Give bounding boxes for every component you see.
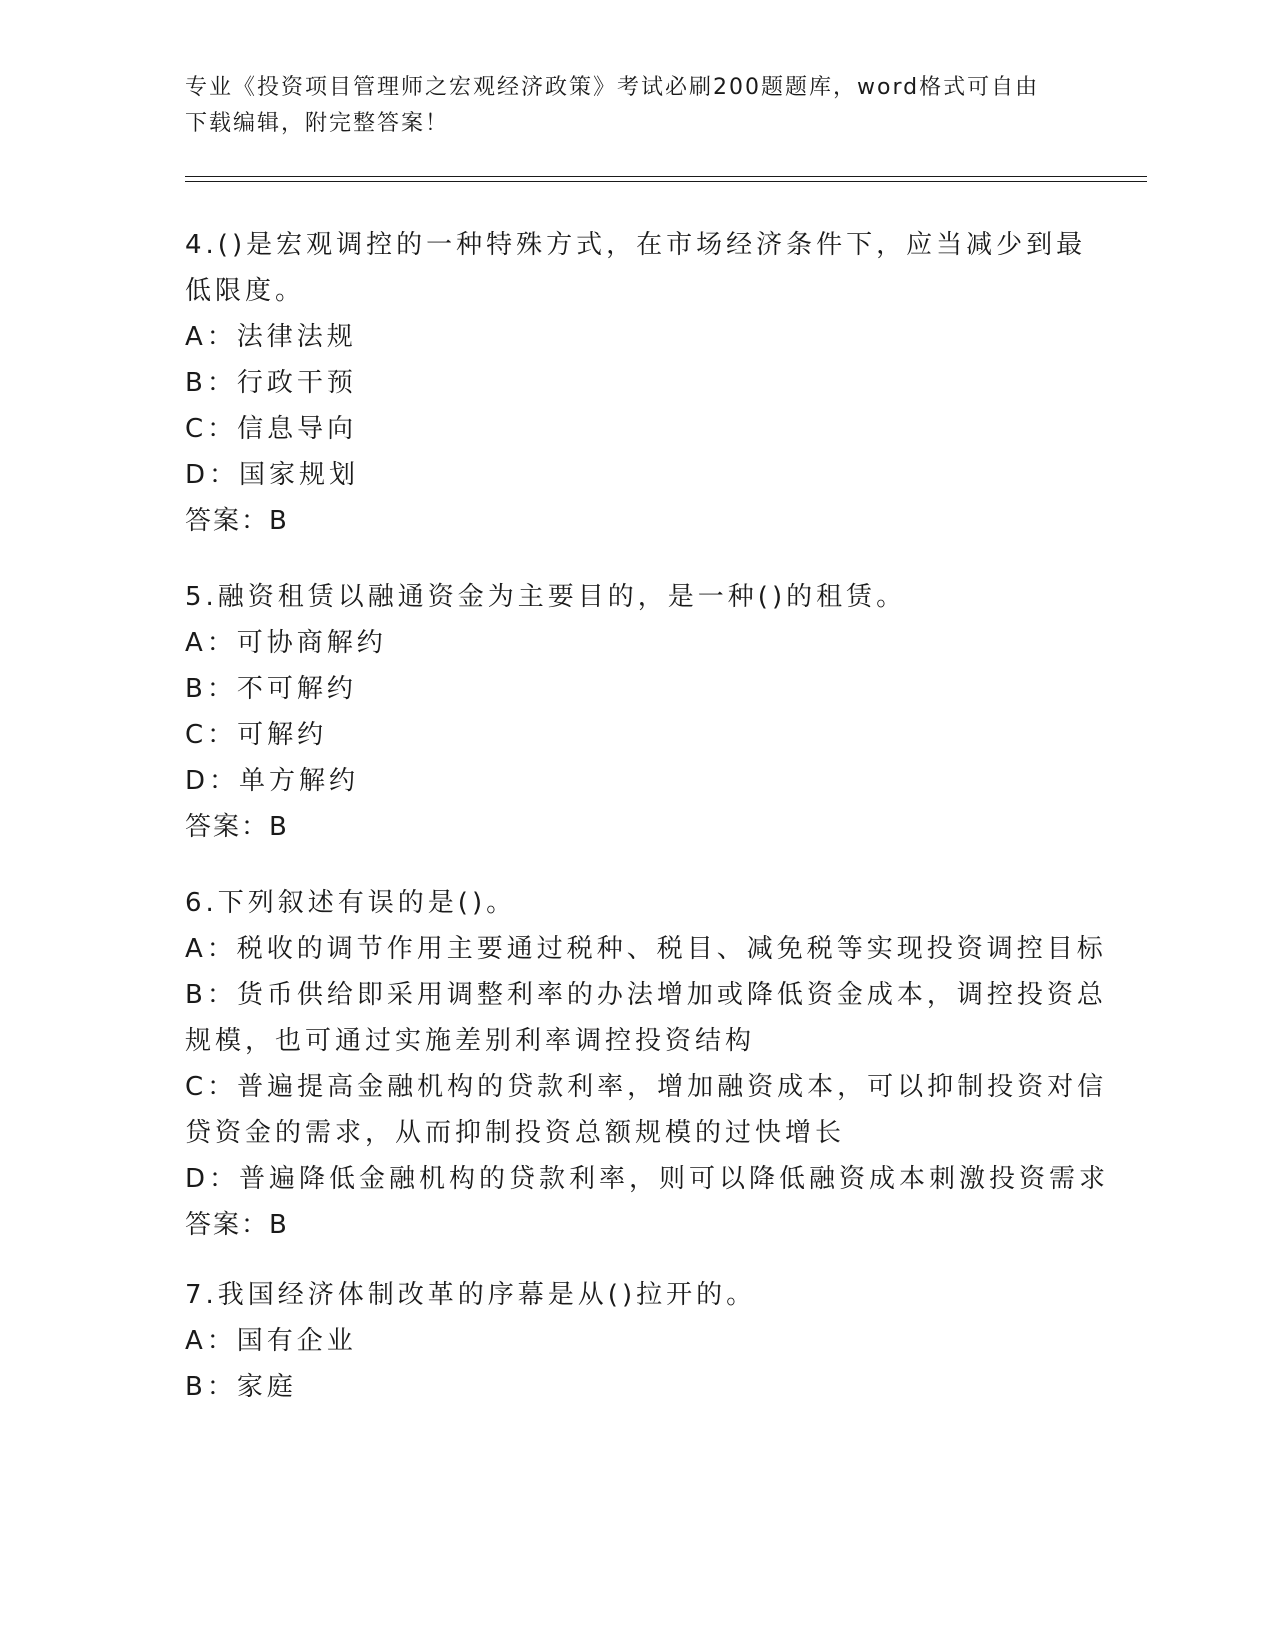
header-divider [185,176,1147,182]
option-d: D：普遍降低金融机构的贷款利率，则可以降低融资成本刺激投资需求 [185,1164,1110,1194]
option-b: B：不可解约 [185,674,357,704]
question-stem: 6.下列叙述有误的是()。 [185,888,517,918]
header-line-2: 下载编辑，附完整答案！ [185,111,450,136]
option-d: D：单方解约 [185,766,360,796]
option-d: D：国家规划 [185,460,360,490]
document-header [185,70,1085,142]
option-b: B：行政干预 [185,368,357,398]
option-c-continued: 贷资金的需求，从而抑制投资总额规模的过快增长 [185,1118,846,1148]
question-4 [185,222,1085,544]
question-5 [185,574,1085,850]
option-b-continued: 规模，也可通过实施差别利率调控投资结构 [185,1026,756,1056]
answer: 答案：B [185,1210,289,1240]
question-stem-continued: 低限度。 [185,276,306,306]
option-a: A：可协商解约 [185,628,387,658]
option-b: B：货币供给即采用调整利率的办法增加或降低资金成本，调控投资总 [185,980,1107,1010]
option-c: C：信息导向 [185,414,358,444]
option-a: A：税收的调节作用主要通过税种、税目、减免税等实现投资调控目标 [185,934,1107,964]
option-a: A：法律法规 [185,322,357,352]
question-6 [185,880,1110,1248]
question-stem: 5.融资租赁以融通资金为主要目的，是一种()的租赁。 [185,582,907,612]
header-line-1: 专业《投资项目管理师之宏观经济政策》考试必刷200题题库，word格式可自由 [185,75,1040,100]
option-c: C：普遍提高金融机构的贷款利率，增加融资成本，可以抑制投资对信 [185,1072,1108,1102]
option-c: C：可解约 [185,720,328,750]
question-7 [185,1272,1085,1410]
option-a: A：国有企业 [185,1326,357,1356]
answer: 答案：B [185,812,289,842]
option-b: B：家庭 [185,1372,297,1402]
question-stem: 7.我国经济体制改革的序幕是从()拉开的。 [185,1280,757,1310]
answer: 答案：B [185,506,289,536]
question-stem: 4.()是宏观调控的一种特殊方式，在市场经济条件下，应当减少到最 [185,230,1087,260]
